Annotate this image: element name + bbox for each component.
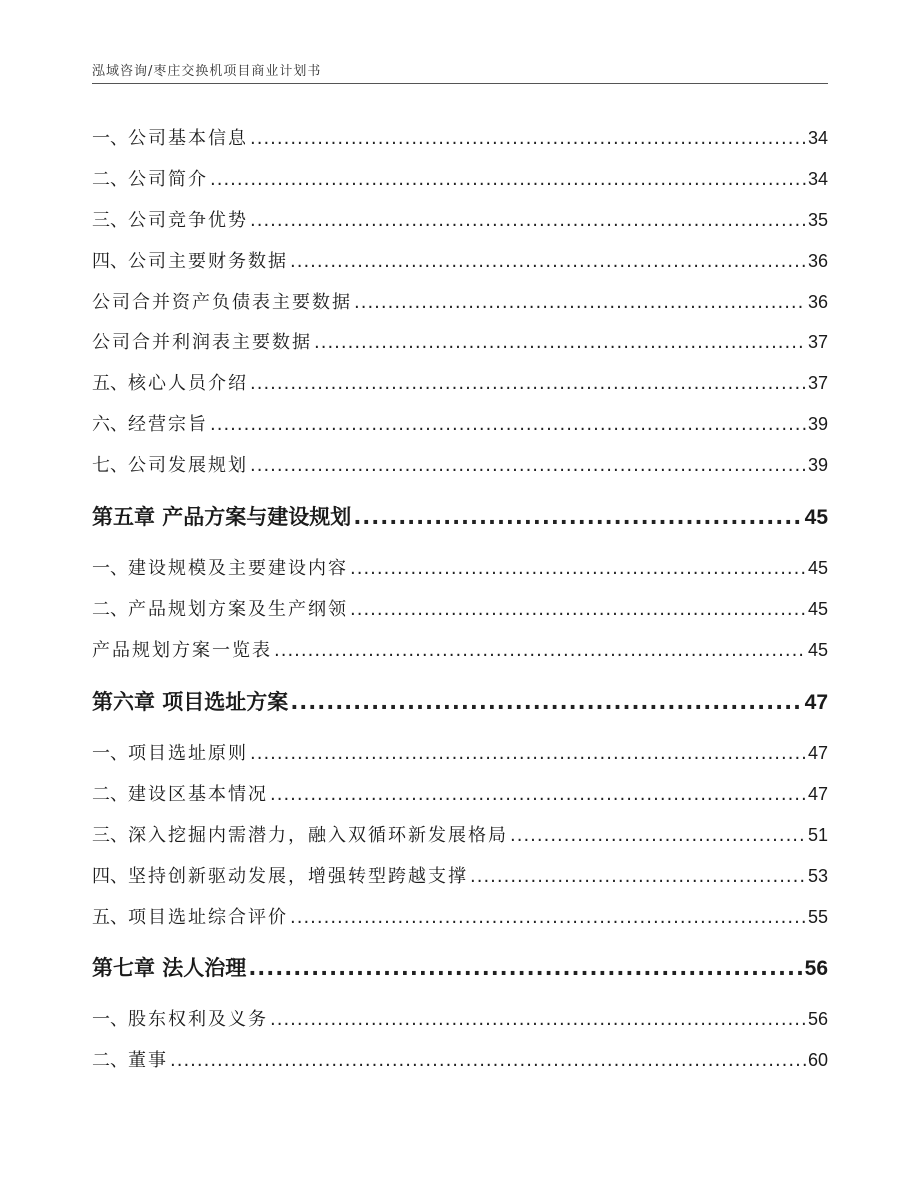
toc-entry[interactable] <box>92 554 828 580</box>
toc-entry[interactable] <box>92 636 828 662</box>
toc-entry[interactable] <box>92 369 828 395</box>
toc-leader-dots <box>510 825 806 846</box>
toc-leader-dots <box>250 373 806 394</box>
toc-entry[interactable] <box>92 595 828 621</box>
toc-chapter[interactable] <box>92 686 828 716</box>
toc-entry-page: 36 <box>807 251 828 271</box>
toc-leader-dots <box>170 1050 806 1071</box>
toc-entry-page: 56 <box>807 1009 828 1029</box>
toc-entry-number: 四、 <box>92 866 128 887</box>
toc-entry[interactable] <box>92 1046 828 1072</box>
toc-entry-page: 39 <box>807 455 828 475</box>
toc-entry-title: 公司合并资产负债表主要数据 <box>92 292 352 313</box>
toc-leader-dots <box>250 455 806 476</box>
toc-entry[interactable] <box>92 124 828 150</box>
toc-leader-dots <box>250 210 806 231</box>
toc-entry-number: 三、 <box>92 825 128 846</box>
toc-leader-dots <box>274 640 806 661</box>
toc-entry-page: 37 <box>807 332 828 352</box>
toc-entry-title: 经营宗旨 <box>128 414 208 435</box>
toc-entry[interactable] <box>92 328 828 354</box>
toc-chapter-title: 第五章 产品方案与建设规划 <box>92 505 352 529</box>
toc-entry-title: 项目选址原则 <box>128 743 248 764</box>
toc-entry-number: 二、 <box>92 784 128 805</box>
toc-entry-number: 一、 <box>92 1009 128 1030</box>
toc-leader-dots <box>290 251 806 272</box>
toc-entry[interactable] <box>92 862 828 888</box>
toc-entry-title: 公司简介 <box>128 169 208 190</box>
toc-entry-page: 51 <box>807 825 828 845</box>
toc-chapter[interactable] <box>92 501 828 531</box>
toc-entry-page: 60 <box>807 1050 828 1070</box>
toc-entry[interactable] <box>92 780 828 806</box>
toc-entry-page: 45 <box>807 599 828 619</box>
toc-entry[interactable] <box>92 165 828 191</box>
toc-entry-title: 公司基本信息 <box>128 128 248 149</box>
toc-entry-title: 深入挖掘内需潜力，融入双循环新发展格局 <box>128 825 508 846</box>
toc-entry-number: 二、 <box>92 169 128 190</box>
toc-entry[interactable] <box>92 206 828 232</box>
toc-entry-title: 公司合并利润表主要数据 <box>92 332 312 353</box>
toc-chapter[interactable] <box>92 952 828 982</box>
toc-entry-number: 五、 <box>92 907 128 928</box>
toc-leader-dots <box>270 1009 806 1030</box>
toc-entry-title: 建设规模及主要建设内容 <box>128 558 348 579</box>
toc-entry-title: 公司发展规划 <box>128 455 248 476</box>
toc-leader-dots <box>210 169 806 190</box>
toc-entry-title: 建设区基本情况 <box>128 784 268 805</box>
toc-entry[interactable] <box>92 288 828 314</box>
page-header <box>92 60 828 84</box>
toc-leader-dots <box>290 690 802 714</box>
toc-entry-number: 六、 <box>92 414 128 435</box>
toc-entry-page: 35 <box>807 210 828 230</box>
toc-entry-number: 一、 <box>92 743 128 764</box>
toc-entry[interactable] <box>92 410 828 436</box>
toc-entry-page: 36 <box>807 292 828 312</box>
toc-entry-title: 董事 <box>128 1050 168 1071</box>
toc-entry-page: 45 <box>807 558 828 578</box>
toc-chapter-title: 第六章 项目选址方案 <box>92 690 289 714</box>
toc-entry-number: 一、 <box>92 558 128 579</box>
toc-leader-dots <box>248 956 802 980</box>
toc-leader-dots <box>350 558 806 579</box>
toc-entry-page: 34 <box>807 128 828 148</box>
toc-chapter-page: 47 <box>804 691 828 714</box>
toc-entry-page: 39 <box>807 414 828 434</box>
toc-entry[interactable] <box>92 451 828 477</box>
toc-leader-dots <box>353 505 802 529</box>
toc-entry[interactable] <box>92 247 828 273</box>
toc-entry-page: 45 <box>807 640 828 660</box>
toc-entry-title: 股东权利及义务 <box>128 1009 268 1030</box>
toc-entry-page: 37 <box>807 373 828 393</box>
toc-entry[interactable] <box>92 739 828 765</box>
toc-leader-dots <box>250 128 806 149</box>
toc-entry[interactable] <box>92 821 828 847</box>
toc-entry-title: 核心人员介绍 <box>128 373 248 394</box>
toc-leader-dots <box>354 292 806 313</box>
toc-leader-dots <box>314 332 806 353</box>
toc-entry-number: 一、 <box>92 128 128 149</box>
toc-leader-dots <box>350 599 806 620</box>
toc-chapter-page: 56 <box>804 957 828 980</box>
toc-entry[interactable] <box>92 903 828 929</box>
toc-entry-page: 55 <box>807 907 828 927</box>
toc-entry-page: 47 <box>807 784 828 804</box>
toc-entry-number: 七、 <box>92 455 128 476</box>
header-title: 泓域咨询/枣庄交换机项目商业计划书 <box>92 64 322 79</box>
toc-entry-number: 三、 <box>92 210 128 231</box>
toc-leader-dots <box>250 743 806 764</box>
toc-entry-page: 53 <box>807 866 828 886</box>
toc-leader-dots <box>290 907 806 928</box>
toc-entry-number: 四、 <box>92 251 128 272</box>
toc-leader-dots <box>210 414 806 435</box>
toc-entry-title: 公司竞争优势 <box>128 210 248 231</box>
toc-entry-title: 项目选址综合评价 <box>128 907 288 928</box>
toc-entry-number: 二、 <box>92 1050 128 1071</box>
toc-entry-number: 五、 <box>92 373 128 394</box>
toc-leader-dots <box>270 784 806 805</box>
toc-entry-page: 34 <box>807 169 828 189</box>
toc-entry-number: 二、 <box>92 599 128 620</box>
toc-entry-title: 产品规划方案一览表 <box>92 640 272 661</box>
toc-chapter-title: 第七章 法人治理 <box>92 956 247 980</box>
toc-entry-page: 47 <box>807 743 828 763</box>
toc-entry-title: 公司主要财务数据 <box>128 251 288 272</box>
toc-chapter-page: 45 <box>804 506 828 529</box>
toc-entry[interactable] <box>92 1005 828 1031</box>
toc-entry-title: 产品规划方案及生产纲领 <box>128 599 348 620</box>
toc-leader-dots <box>470 866 806 887</box>
toc-entry-title: 坚持创新驱动发展，增强转型跨越支撑 <box>128 866 468 887</box>
